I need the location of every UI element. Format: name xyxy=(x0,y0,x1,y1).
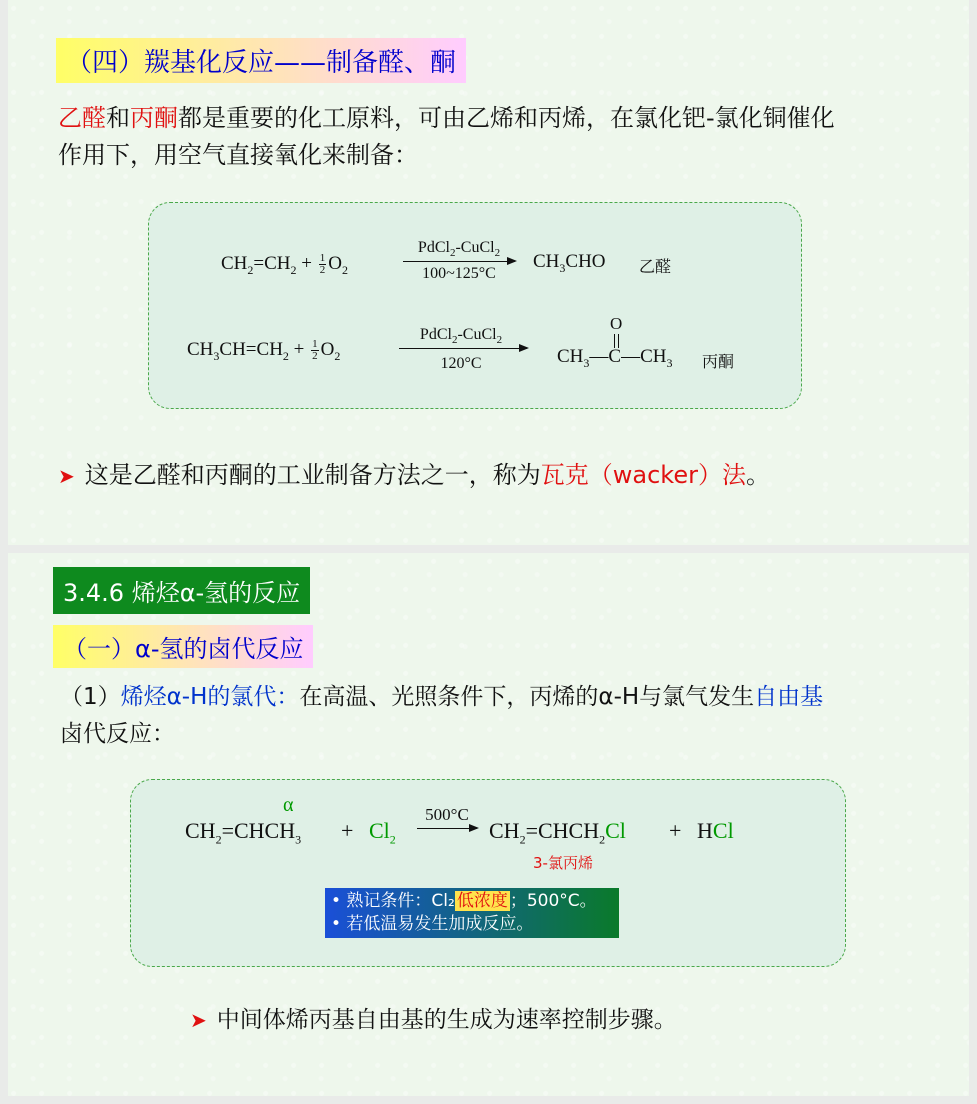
reaction-box-2 xyxy=(130,779,846,967)
triangle-bullet-icon: ➤ xyxy=(190,1008,207,1032)
propene-reactant: $CH_2=CHCH_3$ xyxy=(185,818,302,847)
reaction2-product: $CH_3—C—CH_3$ xyxy=(557,346,673,370)
slide1-title: （四）羰基化反应——制备醛、酮 xyxy=(56,38,466,83)
section-heading: 3.4.6 烯烃α-氢的反应 xyxy=(53,567,310,614)
reaction-box-1 xyxy=(148,202,802,409)
note-line1-b: ；500°C。 xyxy=(509,891,597,911)
intro-text-2: 作用下，用空气直接氧化来制备： xyxy=(58,141,418,169)
summary-text: 这是乙醛和丙酮的工业制备方法之一，称为 xyxy=(84,461,541,489)
product-name-label: 3-氯丙烯 xyxy=(533,854,593,872)
chlorine-reagent: $Cl_2$ xyxy=(369,818,396,847)
alpha-marker: α xyxy=(283,794,294,816)
summary-end: 。 xyxy=(745,461,770,489)
reaction2-condition: 120°C xyxy=(440,355,482,372)
slide-alpha-halogenation xyxy=(8,553,969,1096)
reaction1-product-name: 乙醛 xyxy=(639,257,672,276)
desc-number: （1） xyxy=(60,684,121,710)
desc-term-radical: 自由基 xyxy=(754,684,824,710)
summary-rate-step: 中间体烯丙基自由基的生成为速率控制步骤。 xyxy=(216,1007,677,1033)
acetaldehyde-term: 乙醛 xyxy=(58,104,106,132)
hcl-byproduct: HCl xyxy=(697,818,734,843)
reaction1-arrow xyxy=(403,261,515,262)
plus-sign-2: + xyxy=(669,818,682,843)
reaction2-arrow xyxy=(399,348,527,349)
reaction-arrow xyxy=(417,828,477,829)
desc-text-1: 在高温、光照条件下，丙烯的α-H与氯气发生 xyxy=(299,684,755,710)
reaction2-product-name: 丙酮 xyxy=(702,352,735,371)
reaction2-reactant: $CH_3CH=CH_2$ + $\frac{1}{2}$ $O_2$ xyxy=(187,338,341,363)
reaction1-catalyst: PdCl$_2$-CuCl$_2$ xyxy=(417,239,501,260)
carbonyl-oxygen: O xyxy=(610,314,623,333)
slide2-subtitle: （一）α-氢的卤代反应 xyxy=(53,625,313,668)
reaction1-condition: 100~125°C xyxy=(422,265,496,282)
reaction1-product: $CH_3CHO$ xyxy=(533,251,606,275)
condition-note xyxy=(325,888,619,938)
slide2-summary xyxy=(190,1001,677,1034)
intro-paragraph xyxy=(58,100,938,174)
intro-text-1: 都是重要的化工原料，可由乙烯和丙烯，在氯化钯-氯化铜催化 xyxy=(178,104,835,132)
note-line-2: • 若低温易发生加成反应。 xyxy=(331,914,534,934)
allyl-chloride-product: $CH_2=CHCH_2Cl$ xyxy=(489,818,626,847)
plus-sign-1: + xyxy=(341,818,354,843)
acetone-term: 丙酮 xyxy=(130,104,178,132)
desc-paragraph xyxy=(60,679,940,753)
reaction-condition: 500°C xyxy=(425,805,469,824)
slide1-summary xyxy=(58,455,770,490)
intro-and: 和 xyxy=(106,104,130,132)
triangle-bullet-icon: ➤ xyxy=(58,464,75,488)
note-line-1 xyxy=(331,890,613,913)
reaction1-reactant: $CH_2=CH_2$ + $\frac{1}{2}$ $O_2$ xyxy=(221,252,348,277)
desc-term: 烯烃α-H的氯代： xyxy=(120,684,300,710)
low-concentration-highlight: 低浓度 xyxy=(456,891,508,911)
note-line1-a: • 熟记条件：Cl₂ xyxy=(331,891,455,911)
wacker-method: 瓦克（wacker）法 xyxy=(540,461,746,489)
desc-text-2: 卤代反应： xyxy=(60,721,175,747)
reaction2-catalyst: PdCl$_2$-CuCl$_2$ xyxy=(419,326,503,347)
slide-carbonylation xyxy=(8,0,969,545)
